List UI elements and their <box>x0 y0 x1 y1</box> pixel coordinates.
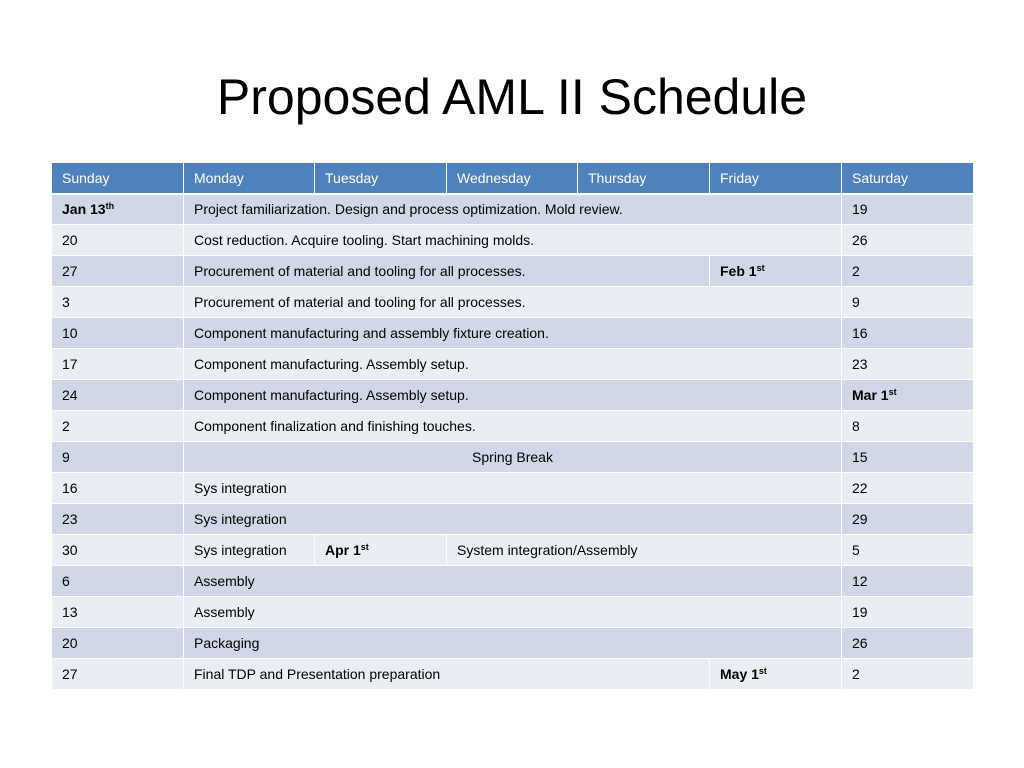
saturday-cell: 26 <box>842 628 974 659</box>
sunday-cell: 20 <box>52 225 184 256</box>
table-row <box>52 597 974 628</box>
task-cell: Component manufacturing. Assembly setup. <box>184 349 842 380</box>
sunday-cell: 9 <box>52 442 184 473</box>
sunday-cell: 10 <box>52 318 184 349</box>
task-cell: System integration/Assembly <box>447 535 842 566</box>
table-row <box>52 628 974 659</box>
date-suffix: st <box>758 666 767 676</box>
date-text: Apr 1 <box>325 542 361 558</box>
table-row <box>52 535 974 566</box>
task-cell: Assembly <box>184 566 842 597</box>
saturday-cell: 9 <box>842 287 974 318</box>
saturday-cell: 8 <box>842 411 974 442</box>
table-row <box>52 194 974 225</box>
saturday-cell: 16 <box>842 318 974 349</box>
schedule-table <box>51 162 974 690</box>
table-row <box>52 380 974 411</box>
saturday-cell: 19 <box>842 597 974 628</box>
table-row <box>52 411 974 442</box>
date-text: May 1 <box>720 666 759 682</box>
saturday-cell <box>842 380 974 411</box>
task-cell: Assembly <box>184 597 842 628</box>
friday-cell <box>710 256 842 287</box>
sunday-cell: 17 <box>52 349 184 380</box>
saturday-cell: 2 <box>842 659 974 690</box>
task-cell: Spring Break <box>184 442 842 473</box>
table-row <box>52 473 974 504</box>
task-cell: Sys integration <box>184 535 315 566</box>
sunday-cell <box>52 194 184 225</box>
table-row <box>52 349 974 380</box>
table-row <box>52 318 974 349</box>
tuesday-cell <box>315 535 447 566</box>
date-suffix: st <box>888 387 897 397</box>
sunday-cell: 23 <box>52 504 184 535</box>
task-cell: Procurement of material and tooling for all processes. <box>184 256 710 287</box>
task-cell: Sys integration <box>184 473 842 504</box>
sunday-cell: 16 <box>52 473 184 504</box>
table-row <box>52 287 974 318</box>
saturday-cell: 26 <box>842 225 974 256</box>
header-friday: Friday <box>710 163 842 194</box>
table-row <box>52 442 974 473</box>
task-cell: Project familiarization. Design and process optimization. Mold review. <box>184 194 842 225</box>
task-cell: Sys integration <box>184 504 842 535</box>
sunday-cell: 20 <box>52 628 184 659</box>
date-suffix: st <box>360 542 369 552</box>
date-suffix: th <box>105 201 115 212</box>
table-header-row <box>52 163 974 194</box>
sunday-cell: 24 <box>52 380 184 411</box>
task-cell: Component manufacturing. Assembly setup. <box>184 380 842 411</box>
header-wednesday: Wednesday <box>447 163 578 194</box>
table-row <box>52 256 974 287</box>
saturday-cell: 23 <box>842 349 974 380</box>
saturday-cell: 2 <box>842 256 974 287</box>
sunday-cell: 27 <box>52 256 184 287</box>
header-monday: Monday <box>184 163 315 194</box>
header-thursday: Thursday <box>578 163 710 194</box>
friday-cell <box>710 659 842 690</box>
sunday-cell: 2 <box>52 411 184 442</box>
saturday-cell: 29 <box>842 504 974 535</box>
saturday-cell: 15 <box>842 442 974 473</box>
date-text: Feb 1 <box>720 263 757 279</box>
sunday-cell: 30 <box>52 535 184 566</box>
table-row <box>52 659 974 690</box>
header-tuesday: Tuesday <box>315 163 447 194</box>
task-cell: Procurement of material and tooling for all processes. <box>184 287 842 318</box>
task-cell: Component finalization and finishing touches. <box>184 411 842 442</box>
sunday-cell: 6 <box>52 566 184 597</box>
saturday-cell: 22 <box>842 473 974 504</box>
sunday-cell: 27 <box>52 659 184 690</box>
slide-title: Proposed AML II Schedule <box>216 69 808 125</box>
task-cell: Final TDP and Presentation preparation <box>184 659 710 690</box>
date-text: Mar 1 <box>852 387 889 403</box>
date-text: Jan 13 <box>62 201 106 218</box>
saturday-cell: 19 <box>842 194 974 225</box>
task-cell: Packaging <box>184 628 842 659</box>
header-saturday: Saturday <box>842 163 974 194</box>
header-sunday: Sunday <box>52 163 184 194</box>
saturday-cell: 5 <box>842 535 974 566</box>
table-row <box>52 566 974 597</box>
date-suffix: st <box>756 263 765 273</box>
sunday-cell: 13 <box>52 597 184 628</box>
saturday-cell: 12 <box>842 566 974 597</box>
task-cell: Cost reduction. Acquire tooling. Start machining molds. <box>184 225 842 256</box>
table-row <box>52 225 974 256</box>
table-row <box>52 504 974 535</box>
sunday-cell: 3 <box>52 287 184 318</box>
task-cell: Component manufacturing and assembly fixture creation. <box>184 318 842 349</box>
